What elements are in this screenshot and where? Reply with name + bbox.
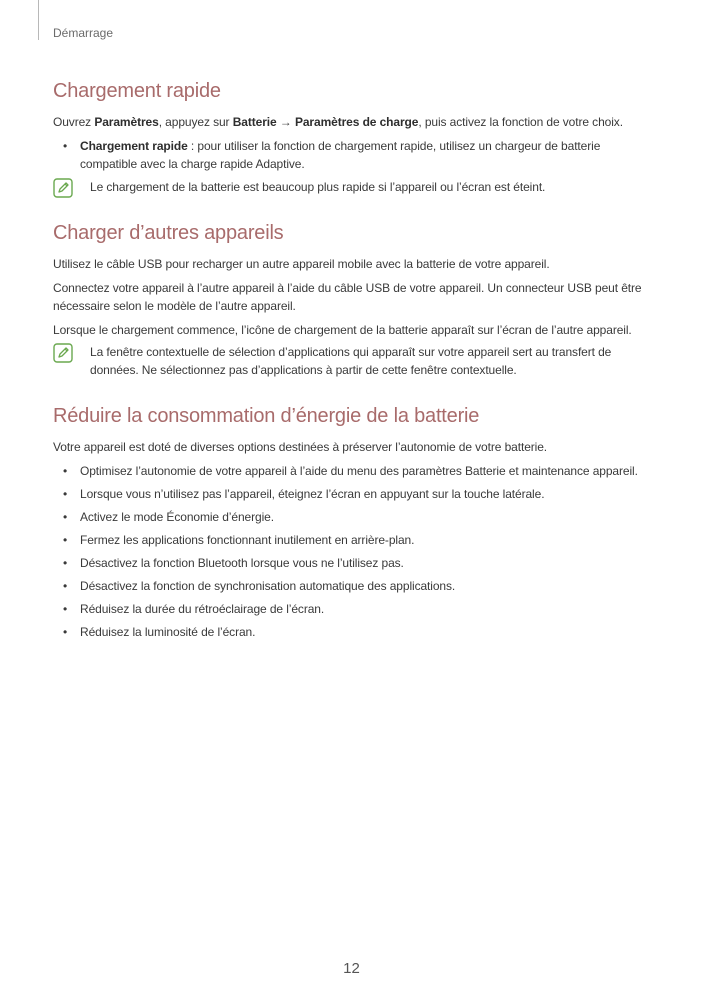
note-text: Le chargement de la batterie est beaucoup plus rapide si l’appareil ou l’écran est éteint. xyxy=(90,180,546,194)
section-title: Charger d’autres appareils xyxy=(53,222,284,244)
note-text: La fenêtre contextuelle de sélection d’applications qui apparaît sur votre appareil sert au transfert de données. Ne sélectionnez pas d’applications à partir de cette fenêtre contextuelle. xyxy=(90,345,612,377)
list-item xyxy=(53,137,653,173)
section-charge-other-devices xyxy=(53,222,653,379)
section-fast-charging xyxy=(53,80,653,196)
intro-paragraph xyxy=(53,113,653,131)
note-pencil-icon xyxy=(53,343,73,363)
section-title: Chargement rapide xyxy=(53,80,221,102)
running-head: Démarrage xyxy=(53,26,114,40)
list-item: • Réduisez la luminosité de l’écran. xyxy=(53,623,653,641)
list-item: • Fermez les applications fonctionnant inutilement en arrière-plan. xyxy=(53,531,653,549)
page-content xyxy=(53,80,653,667)
bullet-term: Chargement rapide xyxy=(80,139,188,153)
list-item: • Désactivez la fonction Bluetooth lorsque vous ne l’utilisez pas. xyxy=(53,554,653,572)
text-run: , puis activez la fonction de votre choix. xyxy=(418,115,623,129)
list-item: • Réduisez la durée du rétroéclairage de l’écran. xyxy=(53,600,653,618)
section-reduce-battery-consumption xyxy=(53,405,653,641)
menu-path-battery: Batterie xyxy=(232,115,277,129)
menu-path-settings: Paramètres xyxy=(94,115,159,129)
menu-path-charging-settings: Paramètres de charge xyxy=(294,115,419,129)
list-item: • Activez le mode Économie d’énergie. xyxy=(53,508,653,526)
section-title: Réduire la consommation d’énergie de la batterie xyxy=(53,405,480,427)
paragraph: Lorsque le chargement commence, l’icône de chargement de la batterie apparaît sur l’écran de l’autre appareil. xyxy=(53,323,632,337)
arrow-separator: → xyxy=(276,115,295,129)
page-number: 12 xyxy=(343,960,360,977)
page-margin-rule xyxy=(38,0,39,40)
note xyxy=(53,343,653,379)
paragraph: Connectez votre appareil à l’autre appareil à l’aide du câble USB de votre appareil. Un connecteur USB peut être nécessaire selon le modèle de l’autre appareil. xyxy=(53,281,642,313)
note xyxy=(53,178,653,196)
list-item: • Lorsque vous n’utilisez pas l’appareil, éteignez l’écran en appuyant sur la touche latérale. xyxy=(53,485,653,503)
bullet-text: : pour utiliser la fonction de chargement rapide, utilisez un chargeur de batterie compatible avec la charge rapide Adaptive. xyxy=(80,139,601,171)
paragraph: Utilisez le câble USB pour recharger un autre appareil mobile avec la batterie de votre appareil. xyxy=(53,257,550,271)
intro-paragraph: Votre appareil est doté de diverses options destinées à préserver l’autonomie de votre batterie. xyxy=(53,440,548,454)
text-run: Ouvrez xyxy=(53,115,95,129)
list-item: • Optimisez l’autonomie de votre appareil à l’aide du menu des paramètres Batterie et maintenance appareil. xyxy=(53,462,653,480)
list-item: • Désactivez la fonction de synchronisation automatique des applications. xyxy=(53,577,653,595)
bullet-list xyxy=(53,462,653,641)
text-run: , appuyez sur xyxy=(158,115,233,129)
bullet-list xyxy=(53,137,653,173)
note-pencil-icon xyxy=(53,178,73,198)
